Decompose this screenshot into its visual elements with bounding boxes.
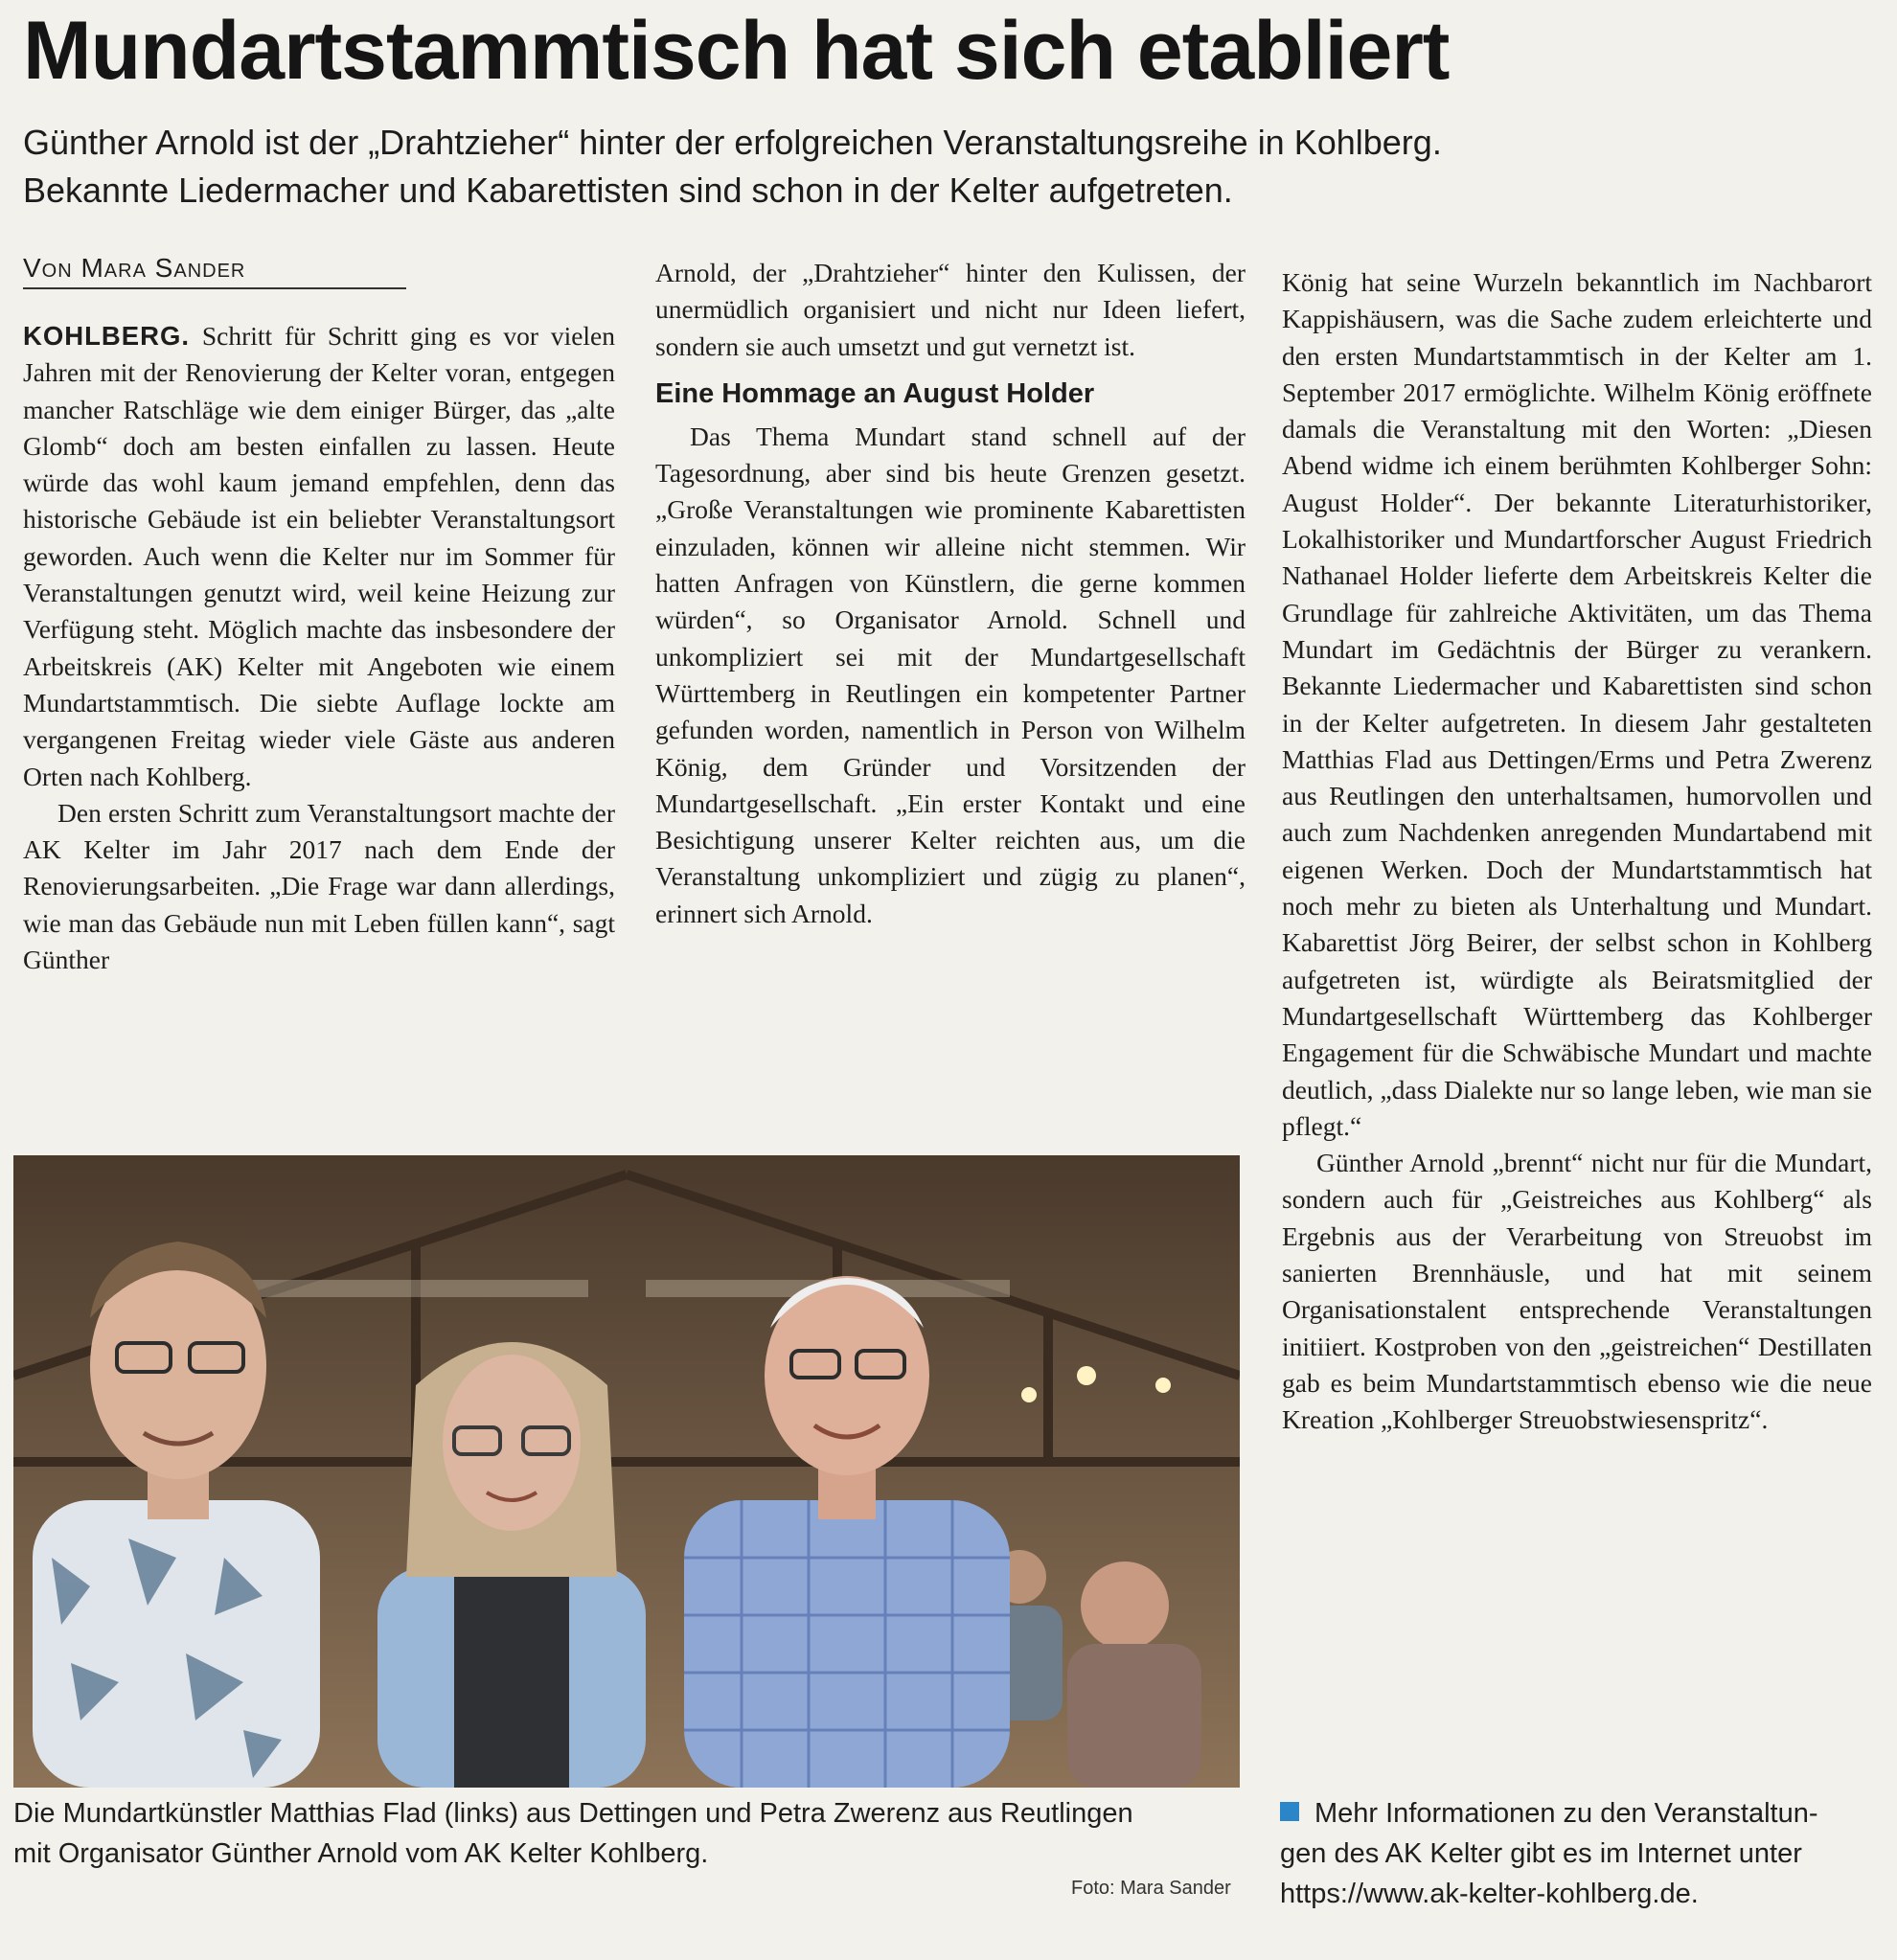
paragraph-text: Schritt für Schritt ging es vor vielen Jahren mit der Renovierung der Kelter voran, entgegen mancher Ratschläge wie dem einiger Bürger, das „alte Glomb“ doch am besten einfallen zu lassen. Heute würde das wohl kaum jemand empfehlen, denn das historische Gebäude ist ein beliebter Veranstaltungsort geworden. Auch wenn die Kelter nur im Sommer für Veranstaltungen genutzt wird, weil keine Heizung zur Verfügung steht. Möglich machte das insbesondere der Arbeitskreis (AK) Kelter mit Angeboten wie einem Mundartstammtisch. Die siebte Auflage lockte am vergangenen Freitag wieder viele Gäste aus anderen Orten nach Kohlberg. <box>23 321 616 791</box>
article-column-2 <box>655 255 1246 932</box>
subheadline-line: Bekannte Liedermacher und Kabarettisten sind schon in der Kelter aufgetreten. <box>23 171 1233 210</box>
info-line: gen des AK Kelter gibt es im Internet unter <box>1280 1838 1802 1869</box>
paragraph: König hat seine Wurzeln bekanntlich im Nachbarort Kappishäusern, was die Sache zudem erleichterte und den ersten Mundartstammtisch in der Kelter am 1. September 2017 ermöglichte. Wilhelm König eröffnete damals die Veranstaltung mit den Worten: „Diesen Abend widme ich einem berühmten Kohlberger Sohn: August Holder“. Der bekannte Literaturhistoriker, Lokalhistoriker und Mundartforscher August Friedrich Nathanael Holder lieferte dem Arbeitskreis Kelter die Grundlage für zahlreiche Aktivitäten, um das Thema Mundart im Gedächtnis der Bürger zu verankern. Bekannte Liedermacher und Kabarettisten sind schon in der Kelter aufgetreten. In diesem Jahr gestalteten Matthias Flad aus Dettingen/Erms und Petra Zwerenz aus Reutlingen den unterhaltsamen, humorvollen und auch zum Nachdenken anregenden Mundartabend mit eigenen Werken. Doch der Mundartstammtisch hat noch mehr zu bieten als Unterhaltung und Mundart. Kabarettist Jörg Beirer, der selbst schon in Kohlberg aufgetreten ist, würdigte als Beiratsmitglied der Mundartgesellschaft Württemberg das Kohlberger Engagement für die Schwäbische Mundart und machte deutlich, „dass Dialekte nur so lange leben, wie man sie pflegt.“ <box>1282 267 1872 1141</box>
section-subtitle: Eine Hommage an August Holder <box>655 377 1095 409</box>
paragraph: Günther Arnold „brennt“ nicht nur für die Mundart, sondern auch für „Geistreiches aus Kohlberg“ als Ergebnis aus der Verarbeitung von Streuobst im sanierten Brennhäusle, und hat mit seinem Organisationstalent entsprechende Veranstaltungen initiiert. Kostproben von den „geistreichen“ Destillaten gab es beim Mundartstammtisch ebenso wie die neue Kreation „Kohlberger Streuobstwiesenspritz“. <box>1282 1148 1872 1435</box>
article-column-3 <box>1282 264 1872 1439</box>
caption-line: Die Mundartkünstler Matthias Flad (links) aus Dettingen und Petra Zwerenz aus Reutlingen <box>13 1798 1133 1829</box>
paragraph <box>23 318 615 795</box>
dateline: KOHLBERG. <box>23 321 190 351</box>
subheadline-line: Günther Arnold ist der „Drahtzieher“ hinter der erfolgreichen Veranstaltungsreihe in Kohlberg. <box>23 123 1442 162</box>
person-petra-zwerenz <box>377 1342 646 1788</box>
paragraph: Das Thema Mundart stand schnell auf der Tagesordnung, aber sind bis heute Grenzen gesetzt. „Große Veranstaltungen wie prominente Kabarettisten einzuladen, können wir alleine nicht stemmen. Wir hatten Anfragen von Künstlern, die gerne kommen würden“, so Organisator Arnold. Schnell und unkompliziert sei mit der Mundartgesellschaft Württemberg in Reutlingen ein kompetenter Partner gefunden worden, namentlich in Person von Wilhelm König, dem Gründer und Vorsitzenden der Mundartgesellschaft. „Ein erster Kontakt und eine Besichtigung unserer Kelter reichten aus, um die Veranstaltung unkompliziert und zügig zu planen“, erinnert sich Arnold. <box>655 421 1246 928</box>
info-line <box>1280 1793 1874 1834</box>
square-bullet-icon <box>1280 1802 1299 1821</box>
article-column-1 <box>23 318 615 978</box>
paragraph: Den ersten Schritt zum Veranstaltungsort machte der AK Kelter im Jahr 2017 nach dem Ende der Renovierungsarbeiten. „Die Frage war dann allerdings, wie man das Gebäude nun mit Leben füllen kann“, sagt Günther <box>23 797 615 975</box>
info-box <box>1280 1793 1874 1914</box>
paragraph: Arnold, der „Drahtzieher“ hinter den Kulissen, der unermüdlich organisiert und nicht nur Ideen liefert, sondern sie auch umsetzt und gut vernetzt ist. <box>655 258 1246 361</box>
subheadline <box>23 119 1805 215</box>
photo-caption <box>13 1793 1240 1874</box>
caption-line: mit Organisator Günther Arnold vom AK Kelter Kohlberg. <box>13 1838 709 1869</box>
info-text: Mehr Informationen zu den Veranstaltun- <box>1314 1798 1818 1829</box>
byline: Von Mara Sander <box>23 251 406 289</box>
info-link[interactable]: https://www.ak-kelter-kohlberg.de. <box>1280 1879 1699 1909</box>
photo-illustration <box>13 1155 1240 1788</box>
photo-credit: Foto: Mara Sander <box>1071 1878 1231 1899</box>
article-photo <box>13 1155 1240 1788</box>
headline: Mundartstammtisch hat sich etabliert <box>23 5 1450 97</box>
